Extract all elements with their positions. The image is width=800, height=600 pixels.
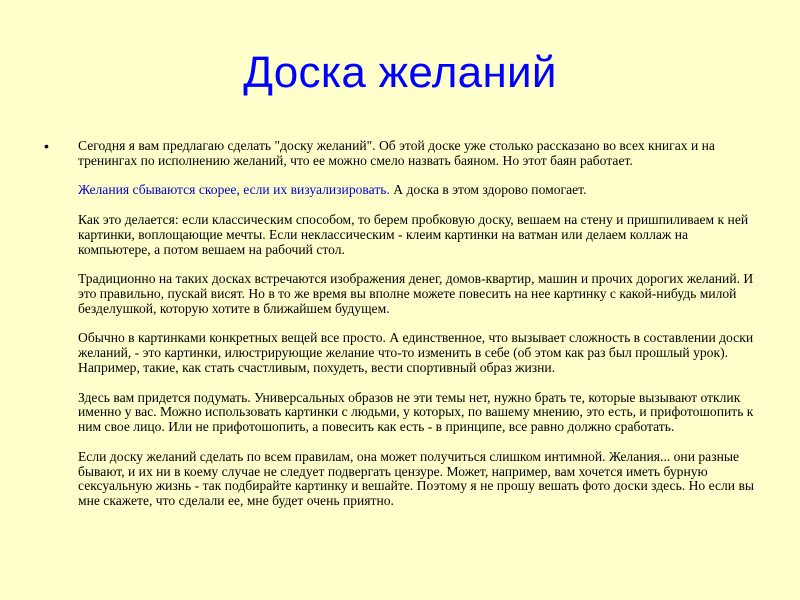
- slide-title: Доска желаний: [243, 48, 557, 97]
- paragraph-intro: Сегодня я вам предлагаю сделать "доску желаний". Об этой доске уже столько рассказано во всех книгах и на тренингах по исполнению желаний, что ее можно смело назвать баяном. Но этот баян работает.: [78, 138, 715, 168]
- paragraph-intimate: Если доску желаний сделать по всем правилам, она может получиться слишком интимной. Желания... они разные бывают, и их ни в коему случае не следует подвергать цензуре. Может, например, вам хочется иметь бурную сексуальную жизнь - так подбирайте картинку и вешайте. Поэтому я не прошу вешать фото доски здесь. Но если вы мне скажете, что сделали ее, мне будет очень приятно.: [78, 448, 754, 509]
- paragraph-difficulty: Обычно в картинками конкретных вещей все просто. А единственное, что вызывает сложность в составлении доски желаний, - это картинки, илюстрирующие желание что-то изменить в себе (об этом как раз был прошлый урок). Например, такие, как стать счастливым, похудеть, вести спортивный образ жизни.: [78, 330, 754, 375]
- paragraph-traditional: Традиционно на таких досках встречаются изображения денег, домов-квартир, машин и прочих дорогих желаний. И это правильно, пускай висят. Но в то же время вы вполне можете повесить на нее картинку с какой-нибудь милой безделушкой, которую хотите в ближайшем будущем.: [78, 271, 754, 316]
- paragraph-visualize: [78, 183, 758, 198]
- paragraph-think: Здесь вам придется подумать. Универсальных образов не эти темы нет, нужно брать те, которые вызывают отклик именно у вас. Можно использовать картинки с людьми, у которых, по вашему мнению, это есть, и прифотошопить к ним свое лицо. Или не прифотошопить, а повесить как есть - в принципе, все равно должно сработать.: [78, 389, 754, 435]
- paragraph-visualize-rest: А доска в этом здорово помогает.: [389, 182, 587, 198]
- highlight-link[interactable]: Желания сбываются скорее, если их визуализировать.: [78, 182, 390, 198]
- bullet-icon: •: [44, 138, 49, 154]
- paragraph-how-to: Как это делается: если классическим способом, то берем пробковую доску, вешаем на стену и пришпиливаем к ней картинки, воплощающие мечты. Если неклассическим - клеим картинки на ватман или делаем коллаж на компьютере, а потом вешаем на рабочий стол.: [78, 211, 749, 257]
- slide-body: [78, 139, 758, 524]
